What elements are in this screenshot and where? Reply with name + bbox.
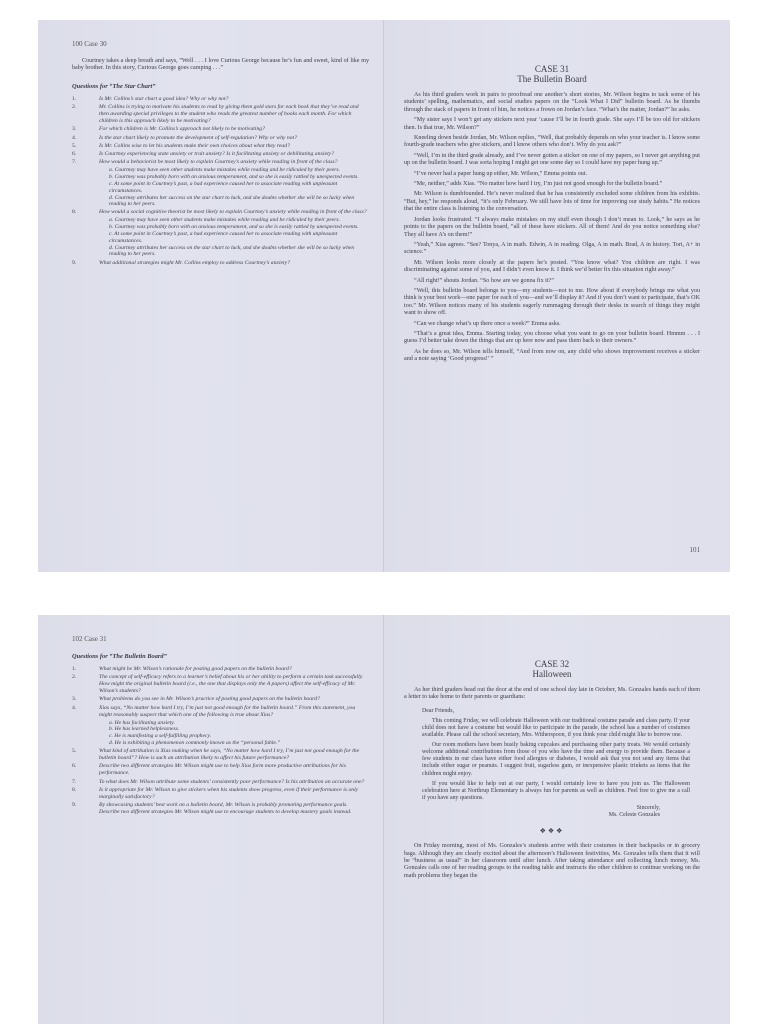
questions-heading: Questions for “The Star Chart” — [72, 82, 156, 90]
question-number: 2. — [72, 104, 77, 111]
continuation-paragraph: On Friday morning, most of Ms. Gonzales’s students arrive with their costumes in their backpacks or in grocery bags. Although they are clearly excited about the afternoon’s Halloween festivities, Ms. Gonzales tells them that it will be “business as usual” in her classroom until after lunch. After taking attendance and collecting lunch money, Ms. Gonzales calls one of her reading groups to the reading table and instructs the other children to continue working on the math problems they began the — [404, 843, 700, 879]
intro-paragraph: Courtney takes a deep breath and says, “Well . . . I love Curious George because he’s fun and sweet, kind of like my baby brother. In this story, Curious George goes camping . . .” — [72, 58, 369, 72]
question-text: How would a social cognitive theorist be most likely to explain Courtney’s anxiety while reading in front of the class? — [99, 209, 367, 216]
question-number: 6. — [72, 151, 77, 158]
answer-option: b. He has learned helplessness. — [109, 726, 180, 733]
question-text: Is the star chart likely to promote the development of self-regulation? Why or why not? — [99, 134, 297, 141]
section-ornament: ❖❖❖ — [539, 827, 565, 836]
body-paragraph: “My sister says I won’t get any stickers next year ’cause I’ll be in fourth grade. She says I’ll be too old for stickers then. Is that true, Mr. Wilson?” — [404, 117, 700, 131]
question-text: Is Mr. Collins wise to let his students make their own choices about what they read? — [99, 142, 290, 149]
question-item — [72, 126, 369, 133]
page-103 — [384, 615, 730, 1024]
intro-paragraph: As her third graders head out the door at the end of one school day late in October, Ms. Gonzales hands each of them a letter to take home to their parents or guardians: — [404, 687, 700, 701]
answer-option: c. At some point in Courtney’s past, a bad experience caused her to associate reading with unpleasant circumstances. — [109, 230, 338, 244]
answer-option: b. Courtney was probably born with an anxious temperament, and so she is easily rattled by unexpected events. — [109, 174, 359, 181]
question-item — [72, 104, 369, 125]
question-text: What might be Mr. Wilson’s rationale for posting good papers on the bulletin board? — [99, 666, 292, 672]
question-text: Is it appropriate for Mr. Wilson to give stickers when his students show progress, even if their performance is only marginally satisfactory? — [99, 786, 359, 800]
question-item — [72, 674, 369, 695]
answer-option: c. At some point in Courtney’s past, a bad experience caused her to associate reading with unpleasant circumstances. — [109, 180, 338, 194]
body-paragraph: “All right!” shouts Jordan. “So how are we gonna fix it?” — [414, 277, 554, 284]
body-paragraph: “Can we change what’s up there once a week?” Emma asks. — [414, 320, 561, 327]
page-100 — [38, 20, 384, 572]
body-paragraph: Kneeling down beside Jordan, Mr. Wilson replies, “Well, that probably depends on who your teacher is. I know some fourth-grade teachers who give stickers, and I know others who don’t. Why do you ask?” — [404, 135, 701, 149]
questions-heading: Questions for “The Bulletin Board” — [72, 653, 167, 660]
answer-option: d. He is exhibiting a phenomenon commonly known as the “personal fable.” — [109, 739, 281, 746]
question-item — [72, 763, 369, 777]
question-text: Xias says, “No matter how hard I try, I’m just not good enough for the bulletin board.” From this statement, you might reasonably suspect that which one of the following is true about Xias? — [99, 704, 356, 718]
body-paragraph: “Yeah,” Xias agrees. “See? Tonya, A in math. Edwin, A in reading. Olga, A in math. Brad, A in history. Tori, A+ in science.” — [404, 241, 700, 256]
page-101 — [384, 20, 730, 572]
answer-option: a. Courtney may have seen other students make mistakes while reading and be ridiculed by their peers. — [109, 167, 340, 174]
case-title: Halloween — [532, 669, 572, 679]
question-number: 3. — [72, 696, 77, 703]
letter-salutation: Dear Friends, — [422, 707, 455, 714]
answer-option: a. Courtney may have seen other students make mistakes while reading and be ridiculed by their peers. — [109, 217, 340, 224]
question-item — [72, 787, 369, 801]
question-item — [72, 748, 369, 762]
running-head: 100 Case 30 — [72, 40, 107, 48]
letter-closing: Sincerely, — [636, 804, 660, 811]
body-paragraph: Our room mothers have been busily baking cupcakes and purchasing other party treats. We would certainly welcome additional contributions from those of you who have the time and energy to provide them. Because a few students in our class have either food allergies or diabetes, I would ask that you not send any items that include either sugar or peanuts. I suggest fruit, sugarless gum, or inexpensive plastic trinkets as items that the children might enjoy. — [422, 742, 690, 777]
body-paragraph: Mr. Wilson is dumbfounded. He’s never realized that he has consistently excluded some children from his exhibits. “But, hey,” he responds aloud, “it’s only February. We still have lots of time for improving our study habits.” He notices that the entire class is listening to the conversation. — [404, 191, 700, 213]
question-number: 7. — [72, 159, 77, 166]
question-number: 5. — [72, 748, 77, 755]
question-number: 2. — [72, 674, 77, 681]
letter-signature: Ms. Celeste Gonzales — [608, 812, 660, 819]
question-item — [72, 135, 369, 142]
question-text: Is Courtney experiencing state anxiety or trait anxiety? Is it facilitating anxiety or debilitating anxiety? — [99, 151, 335, 158]
question-item — [72, 159, 369, 208]
question-text: For which children is Mr. Collins’s approach not likely to be motivating? — [99, 126, 265, 133]
question-number: 6. — [72, 763, 77, 770]
question-item — [72, 802, 369, 816]
question-text: What additional strategies might Mr. Collins employ to address Courtney’s anxiety? — [99, 259, 290, 266]
book-spread-top — [38, 20, 730, 572]
letter — [404, 708, 700, 819]
question-number: 9. — [72, 802, 77, 808]
body-paragraph: “That’s a great idea, Emma. Starting today, you choose what you want to go on your bulletin board. Hmmm . . . I guess I’d better take down the things that are up here now and pass them back to their owners.” — [404, 330, 700, 345]
page-102 — [38, 615, 384, 1024]
question-text: What kind of attribution is Xias making when he says, “No matter how hard I try, I’m just not good enough for the bulletin board”? How is such an attribution likely to affect his future performance? — [99, 748, 360, 761]
question-number: 4. — [72, 704, 77, 711]
question-number: 4. — [72, 134, 77, 141]
letter-body — [422, 718, 690, 802]
answer-option: a. He has facilitating anxiety. — [109, 719, 175, 726]
question-number: 5. — [72, 142, 77, 149]
question-text: Describe two different strategies Mr. Wilson might use to help Xias form more productive attributions for his performance. — [99, 763, 346, 777]
body-paragraph: As his third graders work in pairs to proofread one another’s short stories, Mr. Wilson begins to tack some of his students’ spelling, mathematics, and social studies papers on the “Look What I Did” bulletin board. As he thumbs through the stack of papers in front of him, he notices a frown on Jordan’s face. “What’s the matter, Jordan?” he asks. — [404, 92, 700, 113]
question-item — [72, 96, 369, 103]
body-paragraph: “I’ve never had a paper hung up either, Mr. Wilson,” Emma points out. — [414, 170, 588, 177]
running-head: 102 Case 31 — [72, 635, 107, 643]
answer-options — [99, 720, 369, 747]
answer-option: d. Courtney attributes her success on the star chart to luck, and she doubts whether she will be so lucky when reading to her peers. — [109, 194, 355, 208]
answer-option: c. He is manifesting a self-fulfilling prophecy. — [109, 733, 212, 740]
body-paragraph: If you would like to help out at our party, I would certainly love to have you join us. The Halloween celebration here at Northrup Elementary is always fun for parents as well as children. Feel free to give me a call if you have any questions. — [422, 780, 690, 801]
question-item — [72, 705, 369, 747]
question-text: Is Mr. Collins’s star chart a good idea? Why or why not? — [99, 95, 229, 102]
question-item — [72, 779, 369, 786]
question-item — [72, 151, 369, 158]
question-number: 1. — [72, 666, 77, 672]
body-paragraph: Jordan looks frustrated. “I always make mistakes on my stuff even though I don’t mean to. Look,” he says as he points to the papers on the bulletin board, “all of these have stickers. All of them! And do you notice something else? They all have A’s on them!” — [404, 216, 700, 238]
body-paragraph: “Well, I’m in the third grade already, and I’ve never gotten a sticker on one of my papers, so I never get anything put up on the bulletin board. I was sorta hoping I might get one some day so I could have my paper hung up.” — [404, 152, 700, 167]
questions-list — [72, 666, 369, 816]
question-text: Mr. Collins is trying to motivate his students to read by giving them gold stars for each book that they’ve read and then awarding special privileges to the student who reads the greatest number of books each month. For which children is this approach likely to be motivating? — [99, 104, 359, 124]
body-paragraph: As he does so, Mr. Wilson tells himself, “And from now on, any child who shows improvement receives a sticker and a note saying ‘Good progress!’ ” — [404, 348, 700, 363]
body-paragraph: This coming Friday, we will celebrate Halloween with our traditional costume parade and class party. If your child does not have a costume but would like to participate in the parade, the school has a number of costumes available. Please call the school secretary, Mrs. Witherspoon, if you think your child might like to borrow one. — [422, 717, 690, 739]
question-number: 7. — [72, 778, 77, 785]
body-paragraph: “Well, this bulletin board belongs to you—my students—not to me. How about if everybody brings me what you think is your best work—one paper for each of you—and we’ll display it? And if you don’t want to participate, that’s OK too.” Mr. Wilson notices many of his students eagerly rummaging through their desks in search of things they might want to show off. — [404, 287, 700, 317]
body-paragraph: “Me, neither,” adds Xias. “No matter how hard I try, I’m just not good enough for the bulletin board.” — [414, 181, 663, 188]
case-label: CASE 32 — [534, 659, 570, 669]
question-item — [72, 260, 369, 267]
question-text: How would a behaviorist be most likely to explain Courtney’s anxiety while reading in front of the class? — [99, 159, 338, 166]
question-item — [72, 666, 369, 673]
body-paragraph: Mr. Wilson looks more closely at the papers he’s posted. “You know what? You children are right. I was discriminating against some of you, and I didn’t even know it. I think we’d better fix this situation right away.” — [404, 259, 700, 274]
question-number: 9. — [72, 259, 77, 266]
answer-option: d. Courtney attributes her success on the star chart to luck, and she doubts whether she will be so lucky when reading to her peers. — [109, 244, 355, 258]
questions-list — [72, 96, 369, 267]
question-item — [72, 696, 369, 703]
page-number: 101 — [689, 546, 700, 554]
book-spread-bottom — [38, 615, 730, 1024]
question-number: 1. — [72, 95, 77, 102]
case-label: CASE 31 — [534, 64, 570, 74]
question-text: What problems do you see in Mr. Wilson’s practice of posting good papers on the bulletin board? — [99, 696, 320, 703]
question-item — [72, 209, 369, 258]
question-item — [72, 143, 369, 150]
answer-options — [99, 217, 369, 258]
question-number: 8. — [72, 786, 77, 793]
question-text: By showcasing students’ best work on a bulletin board, Mr. Wilson is probably promoting performance goals. Describe two different strategies Mr. Wilson might use to encourage students to develop mastery goals instead. — [99, 802, 352, 815]
case-body — [404, 92, 700, 364]
question-number: 8. — [72, 209, 77, 216]
answer-options — [99, 167, 369, 208]
answer-option: b. Courtney was probably born with an anxious temperament, and so she is easily rattled by unexpected events. — [109, 224, 359, 231]
question-text: To what does Mr. Wilson attribute some students’ consistently poor performance? Is his attribution an accurate one? — [99, 778, 365, 785]
question-number: 3. — [72, 126, 77, 133]
question-text: The concept of self-efficacy refers to a learner’s belief about his or her ability to perform a certain task successfully. How might the original bulletin board (i.e., the one that displays only the A papers) affect the self-efficacy of Mr. Wilson’s students? — [99, 674, 364, 695]
case-title: The Bulletin Board — [517, 74, 587, 84]
